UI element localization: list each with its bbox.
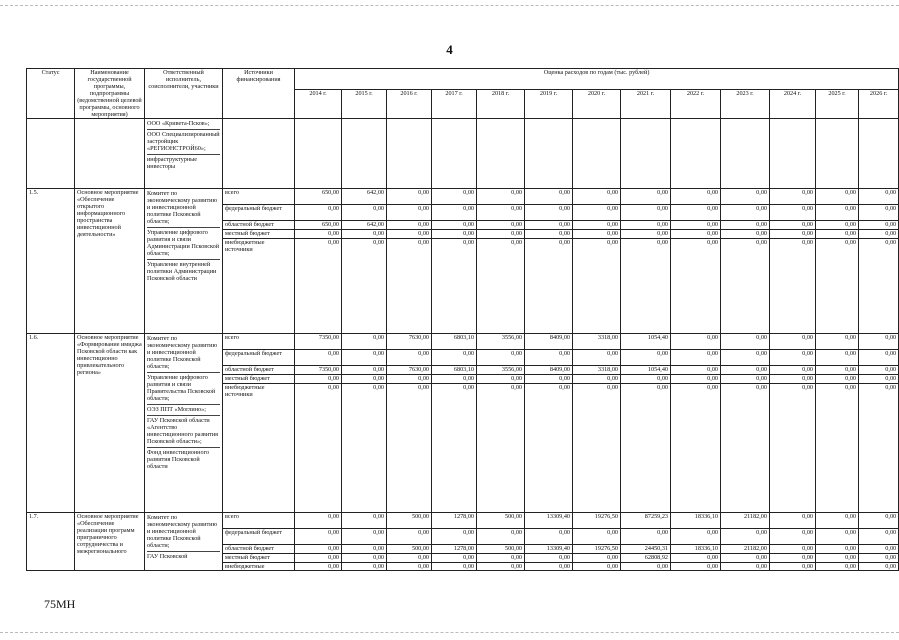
value-cell: 0,00 bbox=[671, 529, 721, 545]
value-cell: 3556,00 bbox=[477, 366, 525, 375]
value-cell: 0,00 bbox=[859, 205, 899, 221]
value-cell: 0,00 bbox=[770, 221, 816, 230]
value-cell: 0,00 bbox=[295, 554, 342, 563]
source-cell: внебюджетные источники bbox=[223, 239, 295, 334]
value-cell: 0,00 bbox=[721, 554, 770, 563]
value-cell: 0,00 bbox=[816, 384, 859, 513]
value-cell: 0,00 bbox=[621, 563, 671, 571]
value-cell: 0,00 bbox=[477, 239, 525, 334]
executor-item: Фонд инвестиционного развития Псковской области bbox=[147, 449, 210, 470]
value-cell: 0,00 bbox=[671, 366, 721, 375]
value-cell: 0,00 bbox=[295, 384, 342, 513]
header-year: 2023 г. bbox=[721, 90, 770, 119]
value-cell: 6803,10 bbox=[432, 366, 477, 375]
executor-item: Комитет по экономическому развитию и инвестиционной политике Псковской области; bbox=[147, 334, 220, 373]
value-cell: 6803,10 bbox=[432, 334, 477, 350]
value-cell: 0,00 bbox=[671, 563, 721, 571]
value-cell: 0,00 bbox=[342, 563, 387, 571]
value-cell: 0,00 bbox=[816, 334, 859, 350]
value-cell: 0,00 bbox=[525, 529, 573, 545]
value-cell: 18336,10 bbox=[671, 545, 721, 554]
value-cell: 0,00 bbox=[671, 554, 721, 563]
value-cell: 3318,00 bbox=[573, 334, 621, 350]
header-status: Статус bbox=[27, 69, 75, 119]
value-cell: 3318,00 bbox=[573, 366, 621, 375]
source-cell: внебюджетные источники bbox=[223, 384, 295, 513]
value-cell: 0,00 bbox=[295, 205, 342, 221]
value-cell: 0,00 bbox=[573, 375, 621, 384]
executors-cell bbox=[145, 119, 223, 189]
value-cell: 0,00 bbox=[671, 230, 721, 239]
value-cell: 0,00 bbox=[721, 230, 770, 239]
value-cell: 0,00 bbox=[816, 366, 859, 375]
header-year: 2015 г. bbox=[342, 90, 387, 119]
value-cell: 0,00 bbox=[671, 205, 721, 221]
executors-cell bbox=[145, 513, 223, 571]
header-year: 2019 г. bbox=[525, 90, 573, 119]
value-cell: 0,00 bbox=[816, 545, 859, 554]
value-cell: 0,00 bbox=[573, 239, 621, 334]
value-cell: 0,00 bbox=[342, 239, 387, 334]
value-cell: 0,00 bbox=[342, 366, 387, 375]
value-cell: 0,00 bbox=[770, 513, 816, 529]
value-cell: 0,00 bbox=[859, 545, 899, 554]
value-cell: 0,00 bbox=[525, 554, 573, 563]
source-cell bbox=[223, 119, 295, 189]
value-cell: 0,00 bbox=[342, 350, 387, 366]
value-cell: 642,00 bbox=[342, 221, 387, 230]
value-cell: 0,00 bbox=[573, 554, 621, 563]
value-cell: 0,00 bbox=[387, 205, 432, 221]
executor-item: ГАУ Псковской bbox=[147, 553, 188, 560]
value-cell: 0,00 bbox=[525, 230, 573, 239]
value-cell: 0,00 bbox=[770, 563, 816, 571]
value-cell: 0,00 bbox=[295, 545, 342, 554]
value-cell: 1278,00 bbox=[432, 545, 477, 554]
value-cell: 0,00 bbox=[432, 205, 477, 221]
value-cell: 0,00 bbox=[432, 189, 477, 205]
value-cell: 0,00 bbox=[387, 554, 432, 563]
value-cell: 0,00 bbox=[477, 529, 525, 545]
value-cell: 0,00 bbox=[342, 375, 387, 384]
value-cell: 0,00 bbox=[816, 554, 859, 563]
value-cell bbox=[387, 119, 432, 189]
value-cell: 650,00 bbox=[295, 189, 342, 205]
value-cell: 0,00 bbox=[859, 554, 899, 563]
value-cell: 0,00 bbox=[342, 529, 387, 545]
value-cell: 0,00 bbox=[387, 384, 432, 513]
value-cell: 0,00 bbox=[721, 205, 770, 221]
value-cell: 0,00 bbox=[573, 350, 621, 366]
value-cell: 0,00 bbox=[573, 529, 621, 545]
executor-item: Управление внутренней политики Администрации Псковской области bbox=[147, 261, 217, 282]
value-cell: 0,00 bbox=[295, 230, 342, 239]
value-cell: 7350,00 bbox=[295, 366, 342, 375]
value-cell: 0,00 bbox=[770, 239, 816, 334]
value-cell: 0,00 bbox=[432, 529, 477, 545]
value-cell: 0,00 bbox=[295, 529, 342, 545]
value-cell: 21182,00 bbox=[721, 545, 770, 554]
value-cell: 0,00 bbox=[621, 239, 671, 334]
value-cell: 0,00 bbox=[859, 221, 899, 230]
value-cell bbox=[477, 119, 525, 189]
value-cell: 0,00 bbox=[432, 563, 477, 571]
value-cell: 0,00 bbox=[816, 230, 859, 239]
source-cell: федеральный бюджет bbox=[223, 350, 295, 366]
executor-item: инфраструктурные инвесторы bbox=[147, 156, 198, 170]
name-cell bbox=[75, 119, 145, 189]
value-cell: 0,00 bbox=[859, 384, 899, 513]
value-cell: 0,00 bbox=[477, 384, 525, 513]
value-cell: 0,00 bbox=[770, 384, 816, 513]
value-cell: 1054,40 bbox=[621, 334, 671, 350]
value-cell: 0,00 bbox=[573, 384, 621, 513]
value-cell: 0,00 bbox=[721, 239, 770, 334]
value-cell: 0,00 bbox=[432, 230, 477, 239]
value-cell: 0,00 bbox=[671, 350, 721, 366]
value-cell: 0,00 bbox=[770, 545, 816, 554]
value-cell: 0,00 bbox=[859, 350, 899, 366]
scan-border-bottom bbox=[0, 632, 899, 633]
value-cell: 0,00 bbox=[621, 205, 671, 221]
value-cell: 0,00 bbox=[859, 529, 899, 545]
value-cell: 0,00 bbox=[621, 384, 671, 513]
value-cell: 8409,00 bbox=[525, 334, 573, 350]
value-cell: 0,00 bbox=[477, 350, 525, 366]
value-cell bbox=[295, 119, 342, 189]
header-name: Наименование государственной программы, подпрограммы (ведомственной целевой программы, основного мероприятия) bbox=[75, 69, 145, 119]
value-cell: 19276,50 bbox=[573, 513, 621, 529]
value-cell: 0,00 bbox=[770, 205, 816, 221]
value-cell: 0,00 bbox=[770, 189, 816, 205]
value-cell: 8409,00 bbox=[525, 366, 573, 375]
header-responsible: Ответственный исполнитель, соисполнители, участники bbox=[145, 69, 223, 119]
value-cell: 0,00 bbox=[573, 205, 621, 221]
value-cell: 7630,00 bbox=[387, 334, 432, 350]
value-cell: 0,00 bbox=[816, 350, 859, 366]
value-cell: 0,00 bbox=[621, 189, 671, 205]
value-cell: 0,00 bbox=[721, 221, 770, 230]
value-cell: 0,00 bbox=[432, 221, 477, 230]
value-cell bbox=[342, 119, 387, 189]
header-year: 2016 г. bbox=[387, 90, 432, 119]
value-cell bbox=[432, 119, 477, 189]
value-cell: 0,00 bbox=[477, 205, 525, 221]
value-cell: 0,00 bbox=[671, 221, 721, 230]
value-cell: 0,00 bbox=[477, 230, 525, 239]
value-cell: 0,00 bbox=[671, 334, 721, 350]
value-cell: 24450,31 bbox=[621, 545, 671, 554]
value-cell: 0,00 bbox=[816, 375, 859, 384]
value-cell: 0,00 bbox=[621, 529, 671, 545]
name-cell: Основное мероприятие «Обеспечение реализации программ приграничного сотрудничества и межрегионального bbox=[75, 513, 145, 571]
value-cell: 0,00 bbox=[295, 239, 342, 334]
value-cell: 500,00 bbox=[387, 513, 432, 529]
header-estimate: Оценка расходов по годам (тыс. рублей) bbox=[295, 69, 899, 90]
executors-cell bbox=[145, 334, 223, 513]
value-cell: 0,00 bbox=[387, 375, 432, 384]
value-cell: 0,00 bbox=[342, 384, 387, 513]
value-cell: 0,00 bbox=[525, 350, 573, 366]
header-year: 2022 г. bbox=[671, 90, 721, 119]
value-cell: 0,00 bbox=[525, 375, 573, 384]
value-cell: 0,00 bbox=[342, 545, 387, 554]
executor-item: Комитет по экономическому развитию и инвестиционной политике Псковской области; bbox=[147, 513, 220, 552]
value-cell: 0,00 bbox=[342, 334, 387, 350]
value-cell bbox=[525, 119, 573, 189]
value-cell: 0,00 bbox=[721, 350, 770, 366]
value-cell: 0,00 bbox=[525, 239, 573, 334]
value-cell: 0,00 bbox=[295, 350, 342, 366]
value-cell: 21182,00 bbox=[721, 513, 770, 529]
value-cell: 0,00 bbox=[816, 221, 859, 230]
header-sources: Источники финансирования bbox=[223, 69, 295, 119]
source-cell: местный бюджет bbox=[223, 230, 295, 239]
value-cell: 0,00 bbox=[859, 563, 899, 571]
value-cell: 0,00 bbox=[770, 334, 816, 350]
value-cell: 19276,50 bbox=[573, 545, 621, 554]
value-cell: 642,00 bbox=[342, 189, 387, 205]
value-cell bbox=[671, 119, 721, 189]
value-cell: 0,00 bbox=[525, 563, 573, 571]
value-cell: 62808,92 bbox=[621, 554, 671, 563]
value-cell: 500,00 bbox=[477, 513, 525, 529]
value-cell: 0,00 bbox=[295, 513, 342, 529]
status-cell: 1.7. bbox=[27, 513, 75, 571]
value-cell: 0,00 bbox=[295, 375, 342, 384]
value-cell: 0,00 bbox=[387, 239, 432, 334]
source-cell: всего bbox=[223, 189, 295, 205]
value-cell: 0,00 bbox=[621, 221, 671, 230]
value-cell: 0,00 bbox=[721, 384, 770, 513]
value-cell: 0,00 bbox=[342, 513, 387, 529]
value-cell: 0,00 bbox=[770, 230, 816, 239]
value-cell bbox=[816, 119, 859, 189]
scan-border-top bbox=[0, 5, 899, 6]
value-cell: 0,00 bbox=[671, 189, 721, 205]
value-cell: 0,00 bbox=[721, 366, 770, 375]
value-cell: 0,00 bbox=[573, 230, 621, 239]
value-cell: 650,00 bbox=[295, 221, 342, 230]
value-cell: 0,00 bbox=[671, 239, 721, 334]
value-cell: 0,00 bbox=[387, 189, 432, 205]
value-cell: 87259,23 bbox=[621, 513, 671, 529]
value-cell: 0,00 bbox=[525, 221, 573, 230]
value-cell: 0,00 bbox=[859, 189, 899, 205]
value-cell: 0,00 bbox=[816, 189, 859, 205]
source-cell: всего bbox=[223, 334, 295, 350]
status-cell: 1.5. bbox=[27, 189, 75, 334]
value-cell: 0,00 bbox=[621, 375, 671, 384]
value-cell: 0,00 bbox=[573, 563, 621, 571]
value-cell bbox=[721, 119, 770, 189]
value-cell: 0,00 bbox=[721, 563, 770, 571]
value-cell: 0,00 bbox=[387, 221, 432, 230]
value-cell: 0,00 bbox=[432, 239, 477, 334]
header-year: 2017 г. bbox=[432, 90, 477, 119]
header-year: 2024 г. bbox=[770, 90, 816, 119]
status-cell bbox=[27, 119, 75, 189]
value-cell: 0,00 bbox=[387, 230, 432, 239]
value-cell: 0,00 bbox=[477, 189, 525, 205]
value-cell: 0,00 bbox=[770, 554, 816, 563]
executor-item: ГАУ Псковской области «Агентство инвестиционного развития Псковской области»; bbox=[147, 416, 220, 448]
name-cell: Основное мероприятие «Обеспечение открытого информационного пространства инвестиционной деятельности» bbox=[75, 189, 145, 334]
value-cell: 0,00 bbox=[573, 221, 621, 230]
value-cell bbox=[621, 119, 671, 189]
value-cell: 0,00 bbox=[770, 529, 816, 545]
value-cell: 0,00 bbox=[859, 334, 899, 350]
source-cell: федеральный бюджет bbox=[223, 205, 295, 221]
value-cell: 0,00 bbox=[721, 529, 770, 545]
value-cell: 0,00 bbox=[671, 375, 721, 384]
header-year: 2020 г. bbox=[573, 90, 621, 119]
value-cell: 0,00 bbox=[770, 375, 816, 384]
value-cell bbox=[573, 119, 621, 189]
value-cell: 0,00 bbox=[770, 350, 816, 366]
value-cell: 3556,00 bbox=[477, 334, 525, 350]
value-cell bbox=[770, 119, 816, 189]
value-cell: 0,00 bbox=[477, 375, 525, 384]
value-cell: 0,00 bbox=[342, 230, 387, 239]
value-cell: 0,00 bbox=[477, 221, 525, 230]
source-cell: областной бюджет bbox=[223, 366, 295, 375]
value-cell: 0,00 bbox=[859, 375, 899, 384]
header-year: 2021 г. bbox=[621, 90, 671, 119]
value-cell: 0,00 bbox=[525, 189, 573, 205]
value-cell: 0,00 bbox=[721, 189, 770, 205]
value-cell bbox=[859, 119, 899, 189]
continuation-row bbox=[27, 119, 899, 189]
value-cell: 0,00 bbox=[859, 513, 899, 529]
value-cell: 0,00 bbox=[432, 384, 477, 513]
value-cell: 7350,00 bbox=[295, 334, 342, 350]
value-cell: 0,00 bbox=[859, 239, 899, 334]
table-row bbox=[27, 189, 899, 205]
source-cell: местный бюджет bbox=[223, 554, 295, 563]
value-cell: 500,00 bbox=[477, 545, 525, 554]
value-cell: 0,00 bbox=[387, 563, 432, 571]
source-cell: областной бюджет bbox=[223, 545, 295, 554]
value-cell: 0,00 bbox=[525, 205, 573, 221]
source-cell: федеральный бюджет bbox=[223, 529, 295, 545]
source-cell: внебюджетные bbox=[223, 563, 295, 571]
value-cell: 0,00 bbox=[816, 239, 859, 334]
executor-item: Управление цифрового развития и связи Администрации Псковской области; bbox=[147, 228, 220, 260]
value-cell: 500,00 bbox=[387, 545, 432, 554]
value-cell: 0,00 bbox=[387, 529, 432, 545]
name-cell: Основное мероприятие «Формирование имиджа Псковской области как инвестиционно привлекательного региона» bbox=[75, 334, 145, 513]
value-cell: 13309,40 bbox=[525, 513, 573, 529]
executor-item: Управление цифрового развития и связи Правительства Псковской области; bbox=[147, 373, 220, 405]
value-cell: 0,00 bbox=[525, 384, 573, 513]
footer-code: 75МН bbox=[44, 597, 76, 611]
value-cell: 0,00 bbox=[816, 563, 859, 571]
page-number: 4 bbox=[446, 42, 453, 57]
value-cell: 0,00 bbox=[621, 350, 671, 366]
executor-item: ОЭЗ ППТ «Моглино»; bbox=[147, 405, 220, 416]
table-row bbox=[27, 513, 899, 529]
value-cell: 0,00 bbox=[859, 366, 899, 375]
executor-item: ООО «Кривета-Псков»; bbox=[147, 119, 220, 130]
executor-item: ООО Специализированный застройщик «РЕГИОНСТРОЙ60»; bbox=[147, 130, 220, 155]
value-cell: 0,00 bbox=[387, 350, 432, 366]
value-cell: 0,00 bbox=[816, 513, 859, 529]
header-year: 2025 г. bbox=[816, 90, 859, 119]
value-cell: 0,00 bbox=[342, 554, 387, 563]
value-cell: 0,00 bbox=[621, 230, 671, 239]
value-cell: 0,00 bbox=[671, 384, 721, 513]
header-year: 2026 г. bbox=[859, 90, 899, 119]
table-row bbox=[27, 334, 899, 350]
source-cell: областной бюджет bbox=[223, 221, 295, 230]
value-cell: 0,00 bbox=[477, 563, 525, 571]
value-cell: 0,00 bbox=[432, 350, 477, 366]
value-cell: 0,00 bbox=[721, 375, 770, 384]
expenditure-table bbox=[26, 68, 899, 571]
value-cell: 0,00 bbox=[295, 563, 342, 571]
header-year: 2018 г. bbox=[477, 90, 525, 119]
value-cell: 1278,00 bbox=[432, 513, 477, 529]
value-cell: 0,00 bbox=[859, 230, 899, 239]
value-cell: 1054,40 bbox=[621, 366, 671, 375]
executors-cell bbox=[145, 189, 223, 334]
value-cell: 0,00 bbox=[770, 366, 816, 375]
value-cell: 18336,10 bbox=[671, 513, 721, 529]
executor-item: Комитет по экономическому развитию и инвестиционной политике Псковской области; bbox=[147, 189, 220, 228]
value-cell: 0,00 bbox=[816, 205, 859, 221]
value-cell: 0,00 bbox=[432, 554, 477, 563]
source-cell: местный бюджет bbox=[223, 375, 295, 384]
value-cell: 0,00 bbox=[573, 189, 621, 205]
source-cell: всего bbox=[223, 513, 295, 529]
value-cell: 0,00 bbox=[816, 529, 859, 545]
value-cell: 0,00 bbox=[477, 554, 525, 563]
value-cell: 0,00 bbox=[432, 375, 477, 384]
value-cell: 13309,40 bbox=[525, 545, 573, 554]
status-cell: 1.6. bbox=[27, 334, 75, 513]
value-cell: 0,00 bbox=[721, 334, 770, 350]
value-cell: 0,00 bbox=[342, 205, 387, 221]
value-cell: 7630,00 bbox=[387, 366, 432, 375]
header-year: 2014 г. bbox=[295, 90, 342, 119]
